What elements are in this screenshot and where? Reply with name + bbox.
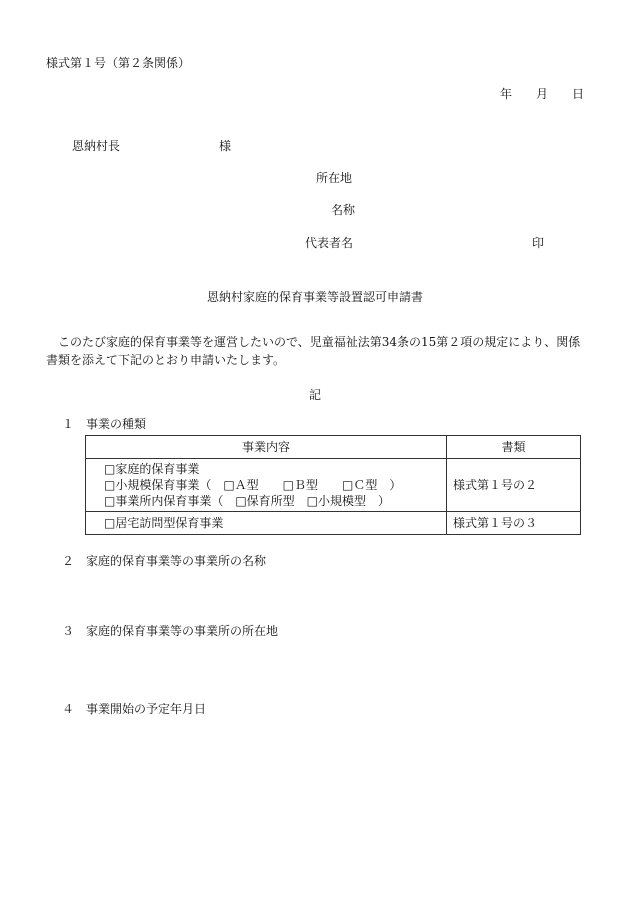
section-3-number: ３ <box>62 624 75 638</box>
table-header-content: 事業内容 <box>86 436 447 459</box>
option-home-visit: □居宅訪問型保育事業 <box>104 516 224 530</box>
option-workplace: □事業所内保育事業（ □保育所型 □小規模型 ） <box>104 494 391 508</box>
section-3-label: 家庭的保育事業等の事業所の所在地 <box>86 624 279 638</box>
table-row <box>86 459 581 512</box>
location-label: 所在地 <box>316 171 353 185</box>
table-cell-content <box>86 512 447 535</box>
ki-heading: 記 <box>308 388 321 402</box>
document-title: 恩納村家庭的保育事業等設置認可申請書 <box>206 290 423 304</box>
name-label: 名称 <box>331 203 356 217</box>
form-number: 様式第１号（第２条関係） <box>46 56 191 70</box>
option-small-scale: □小規模保育事業（ □Ａ型 □Ｂ型 □Ｃ型 ） <box>104 478 402 492</box>
table-row <box>86 512 581 535</box>
table-header-row <box>86 436 581 459</box>
section-1-number: １ <box>62 417 75 431</box>
business-type-table <box>85 435 581 535</box>
section-4-label: 事業開始の予定年月日 <box>86 702 207 716</box>
table-cell-content <box>86 459 447 512</box>
body-paragraph: このたび家庭的保育事業等を運営したいので、児童福祉法第34条の15第２項の規定により、関係書類を添えて下記のとおり申請いたします。 <box>46 335 581 367</box>
section-2-label: 家庭的保育事業等の事業所の名称 <box>86 554 267 568</box>
table-cell-document: 様式第１号の２ <box>447 459 581 512</box>
table-header-documents: 書類 <box>447 436 581 459</box>
addressee-honorific: 様 <box>219 139 232 153</box>
seal-mark: 印 <box>532 236 545 250</box>
section-2-number: ２ <box>62 554 75 568</box>
representative-label: 代表者名 <box>305 236 354 250</box>
option-home-care: □家庭的保育事業 <box>104 462 200 476</box>
section-4-number: ４ <box>62 702 75 716</box>
table-cell-document: 様式第１号の３ <box>447 512 581 535</box>
section-1-label: 事業の種類 <box>86 417 147 431</box>
addressee-title: 恩納村長 <box>72 139 121 153</box>
date-line: 年 月 日 <box>499 87 584 101</box>
